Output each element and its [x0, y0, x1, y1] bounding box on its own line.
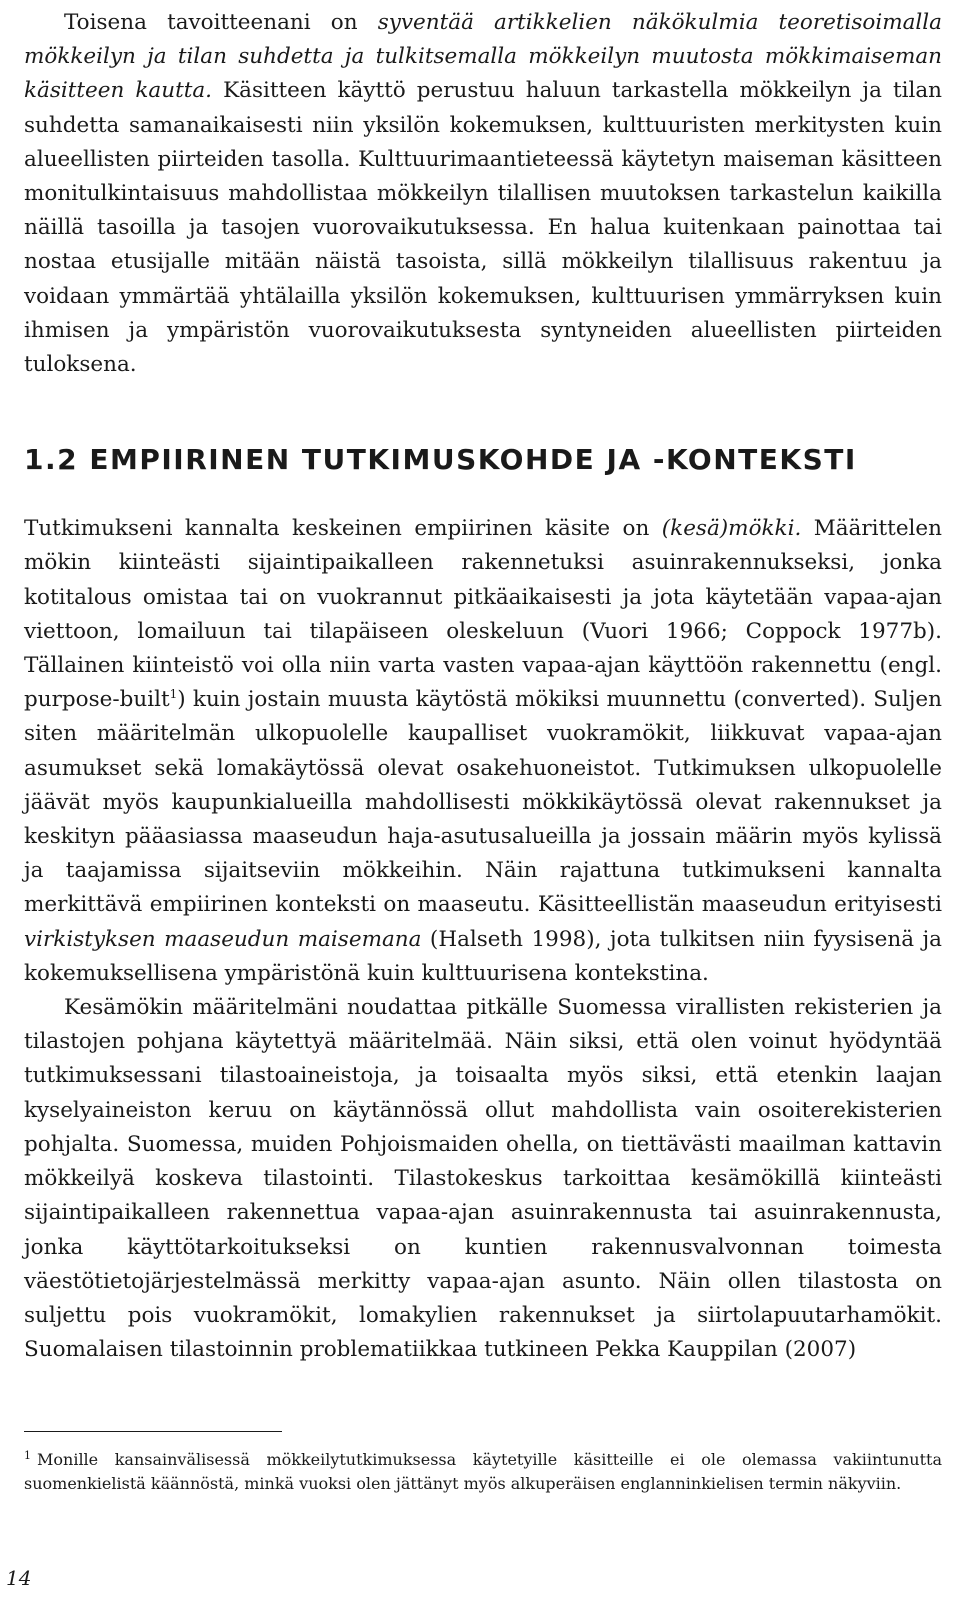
emphasis-text: syventää artikkelien näkökulmia teoretisoimalla mökkeilyn ja tilan suhdetta ja tulkitsemalla mökkeilyn muutosta mökkimaiseman käsitteen kautta. — [24, 10, 942, 104]
footnote-mark: 1 — [24, 1448, 31, 1462]
body-paragraph: Kesämökin määritelmäni noudattaa pitkälle Suomessa virallisten rekisterien ja tilastojen pohjana käytettyä määritelmää. Näin siksi, että olen voinut hyödyntää tutkimuksessani tilastoaineistoja, ja toisaalta myös siksi, että etenkin laajan kyselyaineiston keruu on käytännössä ollut mahdollista vain osoiterekisterien pohjalta. Suomessa, muiden Pohjoismaiden ohella, on tiettävästi maailman kattavin mökkeilyä koskeva tilastointi. Tilastokeskus tarkoittaa kesämökillä kiinteästi sijaintipaikalleen rakennettua vapaa-ajan asuinrakennusta tai asuinrakennusta, jonka käyttötarkoitukseksi on kuntien rakennusvalvonnan toimesta väestötietojärjestelmässä merkitty vapaa-ajan asunto. Näin ollen tilastosta on suljettu pois vuokramökit, lomakylien rakennukset ja siirtolapuutarhamökit. Suomalaisen tilastoinnin problematiikkaa tutkineen Pekka Kauppilan (2007) — [24, 995, 942, 1363]
paragraph-text: ) kuin jostain muusta käytöstä mökiksi muunnettu (converted). Suljen siten määritelmän ulkopuolelle kaupalliset vuokramökit, liikkuvat vapaa-ajan asumukset sekä lomakäytössä olevat osakehuoneistot. Tutkimuksen ulkopuolelle jäävät myös kaupunkialueilla mahdollisesti mökkikäytössä olevat rakennukset ja keskityn pääasiassa maaseudun haja-asutusalueilla ja jossain määrin myös kylissä ja taajamissa sijaitseviin mökkeihin. Näin rajattuna tutkimukseni kannalta merkittävä empiirinen konteksti on maaseutu. Käsitteellistän maaseudun erityisesti — [24, 687, 942, 918]
body-paragraph — [24, 6, 942, 382]
paragraph-text: Käsitteen käyttö perustuu haluun tarkastella mökkeilyn ja tilan suhdetta samanaikaisesti niin yksilön kokemuksen, kulttuuristen merkitysten kuin alueellisten piirteiden tasolla. Kulttuurimaantieteessä käytetyn maiseman käsitteen monitulkintaisuus mahdollistaa mökkeilyn tilallisen muutoksen tarkastelun kaikilla näillä tasoilla ja tasojen vuorovaikutuksessa. En halua kuitenkaan painottaa tai nostaa etusijalle mitään näistä tasoista, sillä mökkeilyn tilallisuus rakentuu ja voidaan ymmärtää yhtälailla yksilön kokemuksen, kulttuurisen ymmärryksen kuin ihmisen ja ympäristön vuorovaikutuksesta syntyneiden alueellisten piirteiden tuloksena. — [24, 78, 942, 378]
footnote-divider — [24, 1431, 282, 1432]
emphasis-text: virkistyksen maaseudun maisemana — [24, 926, 422, 952]
footnote-text: Monille kansainvälisessä mökkeilytutkimuksessa käytetyille käsitteille ei ole olemassa vakiintunutta suomenkielistä käännöstä, minkä vuoksi olen jättänyt myös alkuperäisen englanninkielisen termin näkyviin. — [24, 1450, 942, 1494]
paragraph-text: Toisena tavoitteenani on — [64, 10, 378, 35]
page-number: 14 — [6, 1566, 32, 1590]
document-page — [24, 0, 942, 1496]
paragraph-text: (Halseth 1998), jota tulkitsen niin fyysisenä ja kokemuksellisena ympäristönä kuin kulttuurisena kontekstina. — [24, 926, 942, 986]
body-paragraph — [24, 512, 942, 991]
section-heading: 1.2 EMPIIRINEN TUTKIMUSKOHDE JA -KONTEKSTI — [24, 443, 857, 477]
paragraph-text: Määrittelen mökin kiinteästi sijaintipaikalleen rakennetuksi asuinrakennukseksi, jonka kotitalous omistaa tai on vuokrannut pitkäaikaisesti ja jota käytetään vapaa-ajan viettoon, lomailuun tai tilapäiseen oleskeluun (Vuori 1966; Coppock 1977b). Tällainen kiinteistö voi olla niin varta vasten vapaa-ajan käyttöön rakennettu (engl. purpose-built — [24, 516, 942, 713]
footnote — [24, 1448, 942, 1496]
paragraph-text: Tutkimukseni kannalta keskeinen empiirinen käsite on — [24, 516, 662, 542]
footnote-reference[interactable]: 1 — [169, 687, 178, 702]
emphasis-text: (kesä)mökki. — [661, 516, 802, 542]
